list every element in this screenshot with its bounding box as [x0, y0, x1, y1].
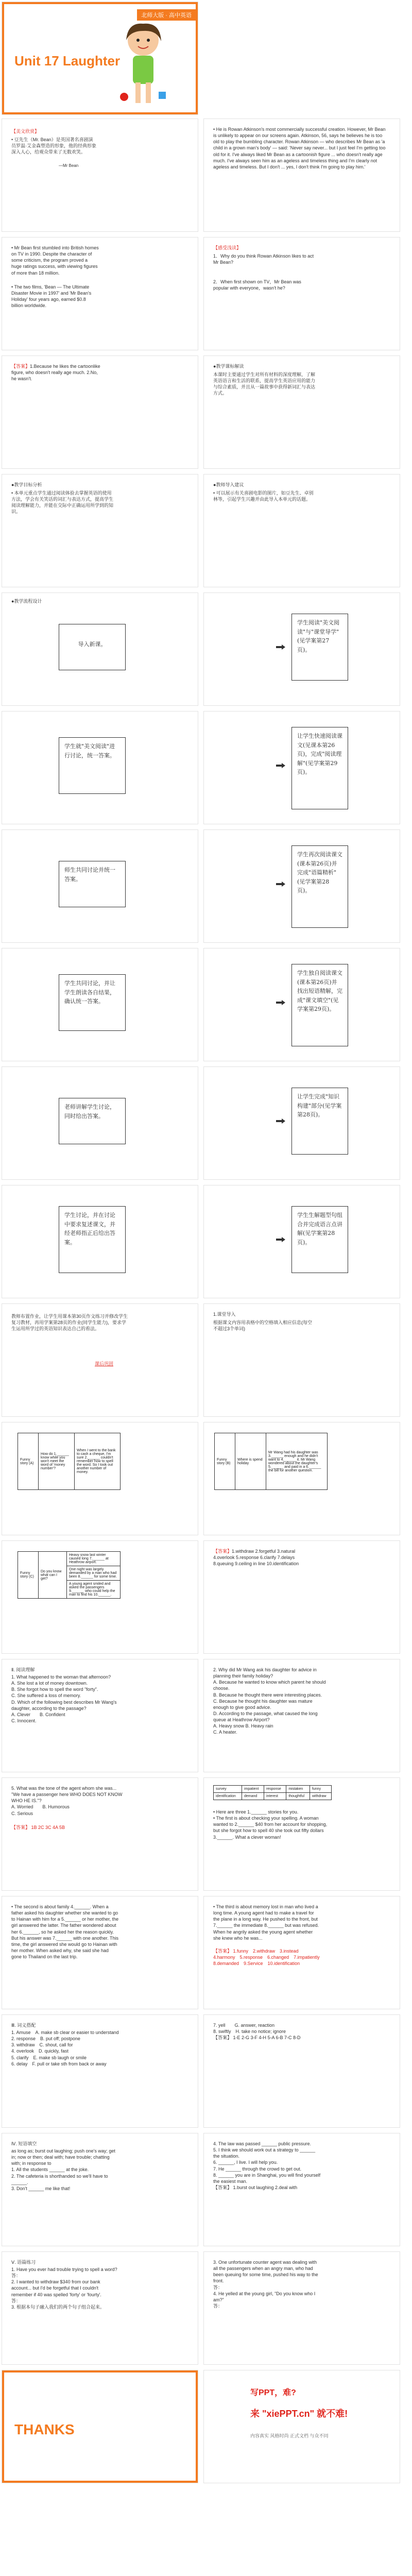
slide-thanks — [2, 2370, 198, 2483]
slide-cover — [2, 2, 198, 115]
questions-heading: 【感受浅读】 — [213, 245, 242, 250]
table-cell: interest — [264, 1793, 286, 1800]
translation-items-2: 3. One unfortunate counter agent was dealing with all the passengers when an angry man, who had been queuing for some time, pushed his way to the front. 答： 4. He yelled at the young girl, "Do you know who I am?" 答： — [213, 2260, 318, 2309]
flow-arrow — [276, 1118, 285, 1124]
table-cell: Mr Wang had his daughter was 3.______ enough and he didn't want to 4.______ it. Mr Wang wondered about the daughter's 5.______ and paid in a 6.______ the bill for another question. — [266, 1433, 328, 1490]
table-cell: One night was largely demanded by a man who had been 8.______ for some time. — [67, 1566, 121, 1581]
flow-arrow — [276, 882, 285, 887]
cover-title: Unit 17 Laughter — [14, 53, 121, 69]
table-cell: When I went to the bank to cash a cheque, I'm sure 2.______ couldn't remember how to spell the word. So I took out another number of money. — [75, 1433, 121, 1490]
flow-arrow — [276, 645, 285, 650]
matching-heading: Ⅲ. 词义搭配 — [11, 2023, 36, 2028]
slide-questions — [203, 237, 400, 350]
flow-arrow — [276, 763, 285, 768]
flow-box-phrases: 学生独自阅读课文(课本第26页)并找出短语精解，完成"课文填空"(见学案第29页)。 — [291, 964, 348, 1046]
slide-passage-2 — [2, 1896, 198, 2009]
story-table-a — [18, 1433, 121, 1490]
flow-box-explain: 老师讲解学生讨论，同时给出答案。 — [59, 1098, 126, 1144]
english-paragraph: • He is Rowan Atkinson's most commercially successful creation. However, Mr Bean is unlikely to appear on our screens again. Atkinson, 56, says he believes he is too old to play the bumbling character. Rowan Atkinson — who describes Mr Bean as 'a child in a grown man's body' — said: 'Never say never... but I just feel I'm getting too old for it. I've always liked Mr Bean as a cartoonish figure ... who doesn't really age much. I've always seen him as an ageless and timeless thing and I'm clearly not ageless and timeless. But I don't ... yes, I don't think I'm going to play him.' — [213, 127, 386, 170]
table-row — [18, 1552, 121, 1566]
matching-items: 1. Amuse A. make sb clear or easier to understand 2. response B. put off; postpone 3. withdraw C. shout, call for 4. overlook D. quickly, fast 5. clarify E. make sb laugh or smile 6. delay F. pull or take sth from back or away — [11, 2030, 119, 2066]
section-heading: 【美文欣赏】 — [11, 129, 40, 134]
reading-questions-3: 5. What was the tone of the agent whom she was... "We have a passenger here WHO DOES NOT KNOW WHO HE IS."? A. Worried B. Humorous C. Serious — [11, 1786, 123, 1816]
lead-in-heading: ●教师导入建议 — [213, 482, 244, 487]
chinese-paragraph: • 豆先生（Mr. Bean）是英国著名喜剧演员罗温·艾金森塑造的形象，他的经典形象深入人心，给观众带来了无数欢笑。 — [11, 137, 96, 155]
flow-heading: ●教学流程设计 — [11, 599, 42, 604]
table-cell: Heavy snow last winter caused long 7.______ at Heathrow airport. — [67, 1552, 121, 1566]
slide-flow-6 — [203, 829, 400, 943]
flow-box-fast-read: 让学生快速阅读课文(见课本第26页)，完成"阅读理解"(见学案第29页)。 — [291, 727, 348, 809]
slide-homework — [2, 1303, 198, 1417]
flow-box-retell: 学生讨论，并在讨论中要求复述课文，并经老师指正后给出答案。 — [59, 1206, 126, 1273]
phrase-items-2: 4. The law was passed ______ public pressure. 5. I think we should work out a strategy to ______ the situation. 6. ______, I live. I will help you. 7. He ______ through the crowd to get out. 8. ______ you are in Shanghai, you will find yourself the easiest man. 【答案】 1.burst out laughing 2.deal with — [213, 2141, 321, 2190]
translation-items: 1. Have you ever had trouble trying to spell a word? 答： 2. I wanted to withdraw $340 from our bank account... but I'd be forgetful that I couldn't remember if 40 was spelled 'forty' or 'fourty'. 答： 3. 根据本句子融入我们的两个句子组合起来。 — [11, 2267, 117, 2310]
slide-flow-8 — [203, 948, 400, 1061]
passage-text: • The second is about family 4.______. When a father asked his daughter whether she wanted to go to Hainan with him for a 5.______ or her mother, the girl answered the latter. The father wondered about her 6.______, so he asked her the reason quickly. But his answer was 7.______ with one another. This time, the girl answered she would go to Hainan with her mother. When asked why, she said she had gone to Thailand on the last trip. — [11, 1904, 119, 1960]
flow-box-knowledge: 让学生完成"知识构建"部分(见学案第28页)。 — [291, 1088, 348, 1155]
slide-matching-answers — [203, 2014, 400, 2128]
slide-table-a — [2, 1422, 198, 1535]
slide-lead-in — [203, 474, 400, 587]
slide-translation-2 — [203, 2251, 400, 2365]
table-cell: Do you know what can I get? — [39, 1552, 67, 1599]
matching-answer: 7. yell G. answer, reaction 8. swiftly H. take no notice; ignore 【答案】 1-E 2-G 3-F 4-H 5-A 6-B 7-C 8-D — [213, 2023, 301, 2041]
flow-box-check: 师生共同讨论并统一答案。 — [59, 861, 126, 907]
goals-heading: ●教学目标分析 — [11, 482, 42, 487]
curriculum-text: 本课时主要通过学生对所有材料的深度理解，了解英语语言和生活的联系，提高学生英语应用的能力与综合素质，并且从一篇故事中获得新词汇与表达方式。 — [213, 372, 316, 396]
slide-table-answers — [203, 1540, 400, 1654]
table-answer: 【答案】1.withdraw 2.forgetful 3.natural 4.overlook 5.response 6.clarify 7.delays 8.queuing 9.ceiling in line 10.identification — [213, 1549, 299, 1567]
flow-box-grammar: 学生生解题型句组合并完成语言点讲解(见学案第28页)。 — [291, 1206, 348, 1273]
slide-word-fill — [203, 1777, 400, 1891]
slide-table-b — [203, 1422, 400, 1535]
question-1: 1．Why do you think Rowan Atkinson likes to act Mr Bean? — [213, 253, 314, 265]
slide-flow-3 — [2, 711, 198, 824]
table-cell: identification — [214, 1793, 242, 1800]
table-cell: Funny story (C) — [18, 1552, 39, 1599]
slide-translation — [2, 2251, 198, 2365]
slide-flow-1 — [2, 592, 198, 706]
flow-box-read: 学生阅读"美文阅读"与"课堂导学"(见学案第27页)。 — [291, 614, 348, 681]
slide-phrase-fill-2 — [203, 2133, 400, 2246]
slide-mr-bean-facts — [2, 237, 198, 350]
question-2: 2．When first shown on TV，Mr Bean was popular with everyone，wasn't he? — [213, 279, 301, 291]
fact-paragraph-1: • Mr Bean first stumbled into British homes on TV in 1990. Despite the character of some criticism, the program proved a huge ratings success, with viewing figures of more than 18 million. — [11, 245, 99, 276]
cartoon-girl-illustration — [115, 20, 171, 107]
ad-line-2[interactable]: 来 "xiePPT.cn" 就不难! — [250, 2409, 348, 2419]
slide-passage-3 — [203, 1896, 400, 2009]
slide-flow-9 — [2, 1066, 198, 1180]
table-cell: mistaken — [286, 1786, 310, 1793]
curriculum-heading: ●教学课标解读 — [213, 364, 244, 369]
slide-teaching-goals — [2, 474, 198, 587]
table-cell: How do 1.______ know while you won't meet the word of 'money number'? — [39, 1433, 75, 1490]
flow-box-reread: 学生再次阅读课文(课本第26页)并完成"语篇精析"(见学案第28页)。 — [291, 845, 348, 928]
phrase-heading: Ⅳ. 短语填空 — [11, 2141, 37, 2146]
slide-flow-2 — [203, 592, 400, 706]
class-intro-heading: 1.课堂导入 — [213, 1312, 236, 1317]
slide-reading-q2 — [203, 1659, 400, 1772]
table-cell: withdraw — [310, 1793, 331, 1800]
slide-flow-11 — [2, 1185, 198, 1298]
reading-heading: Ⅱ. 阅读理解 — [11, 1667, 35, 1672]
table-cell: Funny story (A) — [18, 1433, 39, 1490]
flow-box-discuss: 学生就"美文阅读"进行讨论，统一答案。 — [59, 737, 126, 794]
slide-curriculum — [203, 355, 400, 469]
flow-arrow — [276, 1000, 285, 1005]
fact-paragraph-2: • The two films, 'Bean — The Ultimate Disaster Movie in 1997' and 'Mr Bean's Holiday' four years ago, earned $0.8 billion worldwide. — [11, 284, 92, 309]
table-cell: impatient — [242, 1786, 264, 1793]
ad-line-1: 写PPT，难? — [250, 2388, 296, 2397]
table-cell: thoughtful — [286, 1793, 310, 1800]
slide-class-intro — [203, 1303, 400, 1417]
flow-arrow — [276, 1237, 285, 1242]
reading-questions: 1. What happened to the woman that afternoon? A. She lost a lot of money downtown. B. She forgot how to spell the word "forty". C. She suffered a loss of memory. D. Which of the following best describes Mr Wang's daughter, according to the passage? A. Clever B. Confident C. Innocent. — [11, 1674, 117, 1723]
phrase-items: as long as; burst out laughing; push one's way; get in; now or then; deal with; have trouble; chatting with; in response to 1. All the students ______ at the joke. 2. The cafeteria is shorthanded so we'll have to ______. 3. Don't ______ me like that! — [11, 2148, 115, 2191]
slide-phrase-fill — [2, 2133, 198, 2246]
class-intro-text: 根据课文内容用表格中的空格填入相应信息(每空不超过3个单词) — [213, 1320, 312, 1332]
table-row — [215, 1433, 328, 1490]
reading-answer: 【答案】 1B 2C 3C 4A 5B — [11, 1825, 65, 1830]
homework-link[interactable]: 课后巩固 — [95, 1361, 114, 1366]
slide-flow-10 — [203, 1066, 400, 1180]
slide-reading-q3 — [2, 1777, 198, 1891]
table-row — [214, 1793, 332, 1800]
slide-reading-english — [203, 118, 400, 232]
answer-text: 【答案】1.Because he likes the cartoonlike figure, who doesn't really age much. 2.No, he wasn't. — [11, 364, 100, 382]
table-cell: A young agent smiled and asked the passengers 9.______ who could help the man to find his 10.______. — [67, 1581, 121, 1599]
reading-questions-2: 2. Why did Mr Wang ask his daughter for advice in planning their family holiday? A. Because he wanted to know which parent he should choose. B. Because he thought there were interesting places. C. Because he thought his daughter was mature enough to give good advice. D. According to the passage, what caused the long queue at Heathrow Airport? A. Heavy snow B. Heavy rain C. A heater. — [213, 1667, 326, 1735]
passage-answer: 【答案】 1.funny 2.withdraw 3.instead 4.harmony 5.response 6.changed 7.impatiently 8.demanded 9.Service 10.identification — [213, 1948, 324, 1967]
thanks-title: THANKS — [14, 2421, 75, 2437]
word-bank-table — [213, 1785, 332, 1800]
table-cell: funny — [310, 1786, 331, 1793]
lead-in-text: • 可以展示有关喜剧电影的图片，如豆先生、卓别林等，引起学生兴趣并由此导入本单元的话题。 — [213, 490, 314, 502]
word-fill-text: • Here are three 1.______ stories for you. • The first is about checking your spelling. A woman wanted to 2.______ $40 from her account for shopping, but she forgot how to spell 40 she took out fifty dollars 3.______. What a clever woman! — [213, 1809, 328, 1840]
slide-flow-4 — [203, 711, 400, 824]
slide-reading-q1 — [2, 1659, 198, 1772]
table-cell: demand — [242, 1793, 264, 1800]
story-table-c — [18, 1551, 121, 1599]
slide-flow-12 — [203, 1185, 400, 1298]
passage-text-3: • The third is about memory lost in man who lived a long time. A young agent had to make a travel for the plane in a long way. He pushed to the front, but 7.______ the immediate 8.______ but was refused. When he angrily asked the young agent whether she knew who he was... — [213, 1904, 319, 1941]
slide-ad — [203, 2370, 400, 2483]
table-cell: survey — [214, 1786, 242, 1793]
ad-small-text: 内容真实 风格时尚 正式文档 与众不同 — [250, 2433, 329, 2438]
translation-heading: Ⅴ. 语篇练习 — [11, 2260, 36, 2265]
slide-flow-7 — [2, 948, 198, 1061]
flow-box-intro: 导入新课。 — [59, 624, 126, 670]
slide-answers — [2, 355, 198, 469]
table-cell: Where is spend holiday — [235, 1433, 266, 1490]
table-row — [18, 1433, 121, 1490]
homework-text: 教师布置作业，让学生用课本第30页作文练习并修改学生复习教材，再用学案第28页的作业(同学生能力)，要求学生运用所学过的英语知识表达自己的看法。 — [11, 1314, 128, 1332]
source-caption: —Mr Bean — [59, 163, 79, 168]
table-row — [214, 1786, 332, 1793]
flow-box-group: 学生共同讨论，并让学生朗读各自结果，确认统一答案。 — [59, 974, 126, 1031]
goals-text: • 本单元重点学生通过阅读体验去掌握英语的使用方法，学会有关笑话的词汇与表达方式，提高学生阅读理解能力，并能在交际中正确运用所学到的知识。 — [11, 490, 114, 515]
table-cell: Funny story (B) — [215, 1433, 235, 1490]
publisher-badge: 北师大版 · 高中英语 — [137, 9, 196, 21]
slide-flow-5 — [2, 829, 198, 943]
slide-matching — [2, 2014, 198, 2128]
table-cell: response — [264, 1786, 286, 1793]
slide-reading-intro — [2, 118, 198, 232]
story-table-b — [214, 1433, 328, 1490]
slide-table-c — [2, 1540, 198, 1654]
